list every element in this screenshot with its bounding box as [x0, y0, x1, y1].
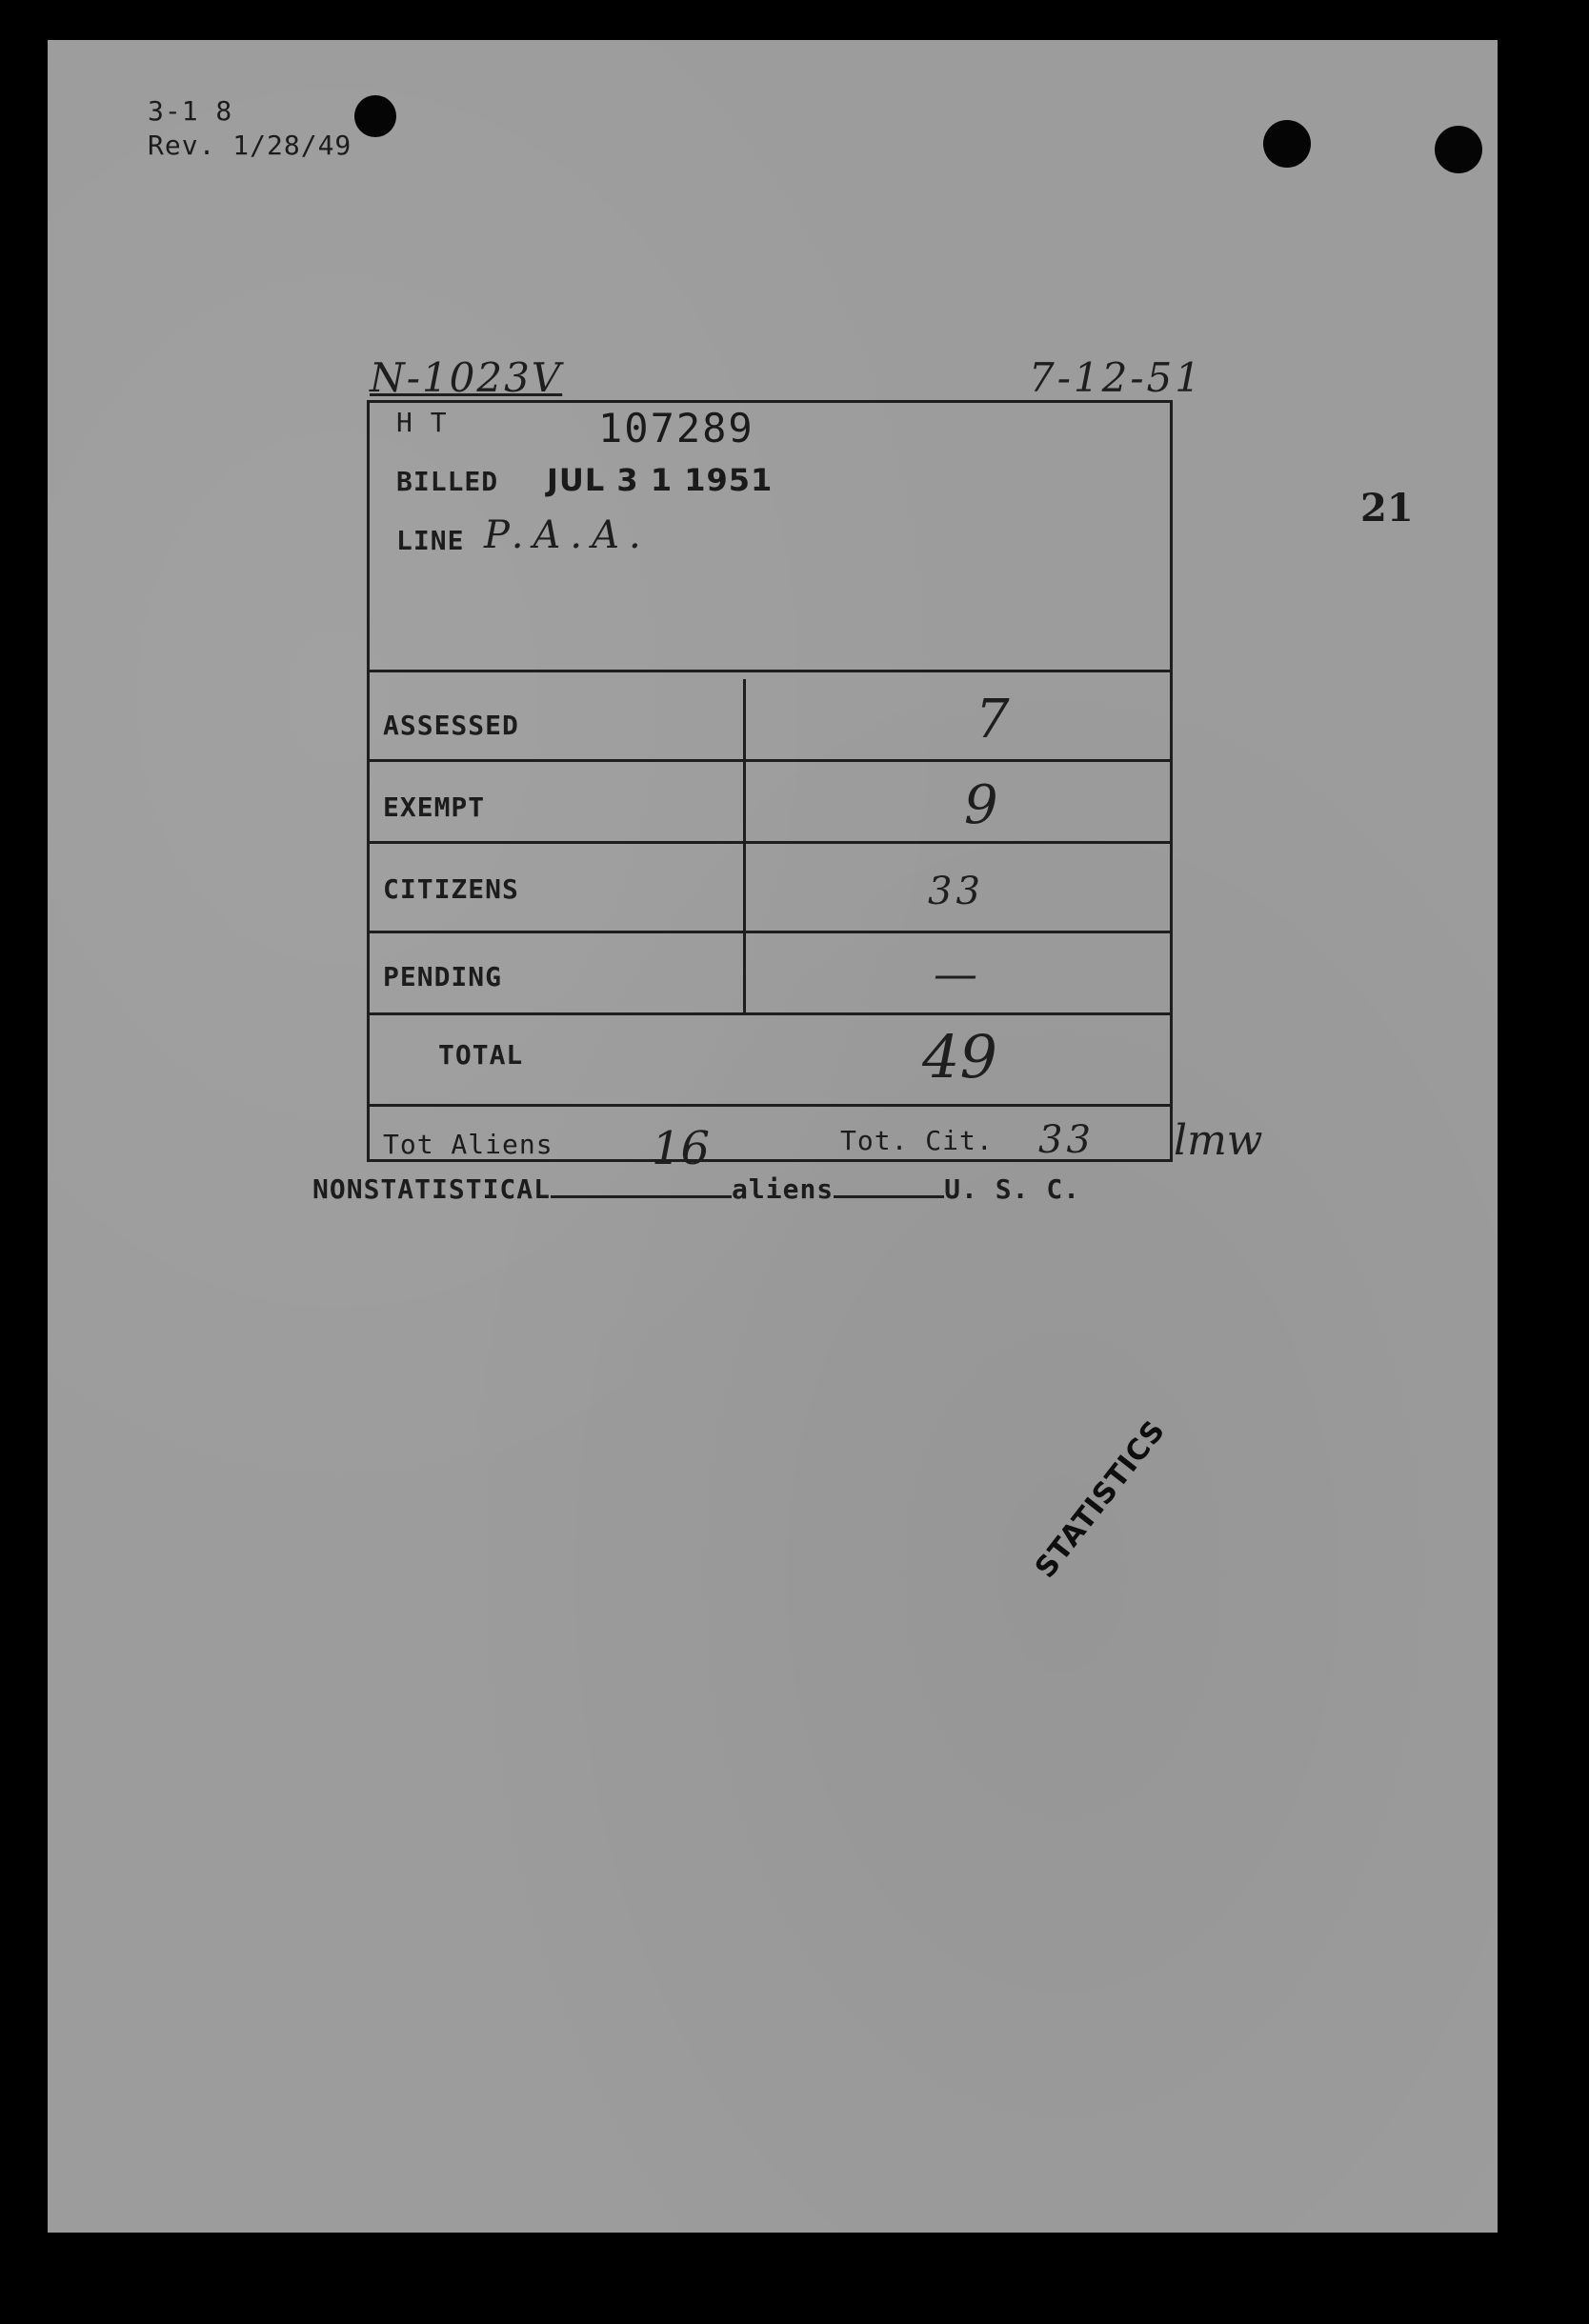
rule-header [367, 670, 1173, 672]
rule-total [367, 1104, 1173, 1107]
nonstatistical-usc-blank [834, 1195, 944, 1198]
tot-cit-label: Tot. Cit. [840, 1125, 994, 1156]
nonstatistical-usc-label: U. S. C. [944, 1173, 1081, 1205]
rule-row-4 [367, 1012, 1173, 1015]
row-value-exempt: 9 [964, 774, 998, 836]
tot-aliens-label: Tot Aliens [383, 1129, 553, 1160]
nonstatistical-label: NONSTATISTICAL [312, 1173, 552, 1205]
row-label-exempt: EXEMPT [383, 791, 486, 823]
handwritten-date: 7-12-51 [1029, 354, 1203, 401]
nonstatistical-aliens-label: aliens [732, 1173, 835, 1205]
row-label-citizens: CITIZENS [383, 873, 519, 905]
billed-date-stamp: JUL 3 1 1951 [547, 462, 774, 498]
punch-hole-right-1 [1263, 120, 1311, 168]
document-page [48, 40, 1498, 2233]
initials: lmw [1174, 1116, 1263, 1165]
form-number: 3-1 8 [148, 95, 233, 127]
row-label-pending: PENDING [383, 961, 503, 992]
total-label: TOTAL [438, 1039, 524, 1071]
billed-label: BILLED [396, 466, 499, 497]
column-divider [743, 679, 746, 1012]
statistics-stamp: STATISTICS [1029, 1413, 1173, 1585]
line-value: P.A.A. [484, 513, 651, 557]
rule-row-3 [367, 931, 1173, 933]
ht-label: H T [396, 407, 448, 438]
line-label: LINE [396, 525, 465, 556]
row-label-assessed: ASSESSED [383, 710, 519, 741]
statistics-form [367, 400, 1173, 1162]
row-value-pending: — [934, 948, 977, 999]
punch-hole-left [354, 95, 396, 137]
rule-row-2 [367, 841, 1173, 844]
rule-row-1 [367, 759, 1173, 762]
row-value-citizens: 33 [928, 870, 984, 913]
total-value: 49 [922, 1022, 997, 1092]
tot-aliens-value: 16 [652, 1122, 711, 1175]
form-revision: Rev. 1/28/49 [148, 130, 352, 161]
row-value-assessed: 7 [976, 689, 1010, 751]
nonstatistical-line [312, 1173, 1080, 1205]
page-number: 21 [1360, 486, 1414, 531]
ht-number: 107289 [598, 405, 754, 451]
nonstatistical-aliens-blank [551, 1195, 732, 1198]
tot-cit-value: 33 [1038, 1118, 1095, 1162]
punch-hole-right-2 [1435, 126, 1482, 173]
manifest-number: N-1023V [370, 354, 563, 401]
